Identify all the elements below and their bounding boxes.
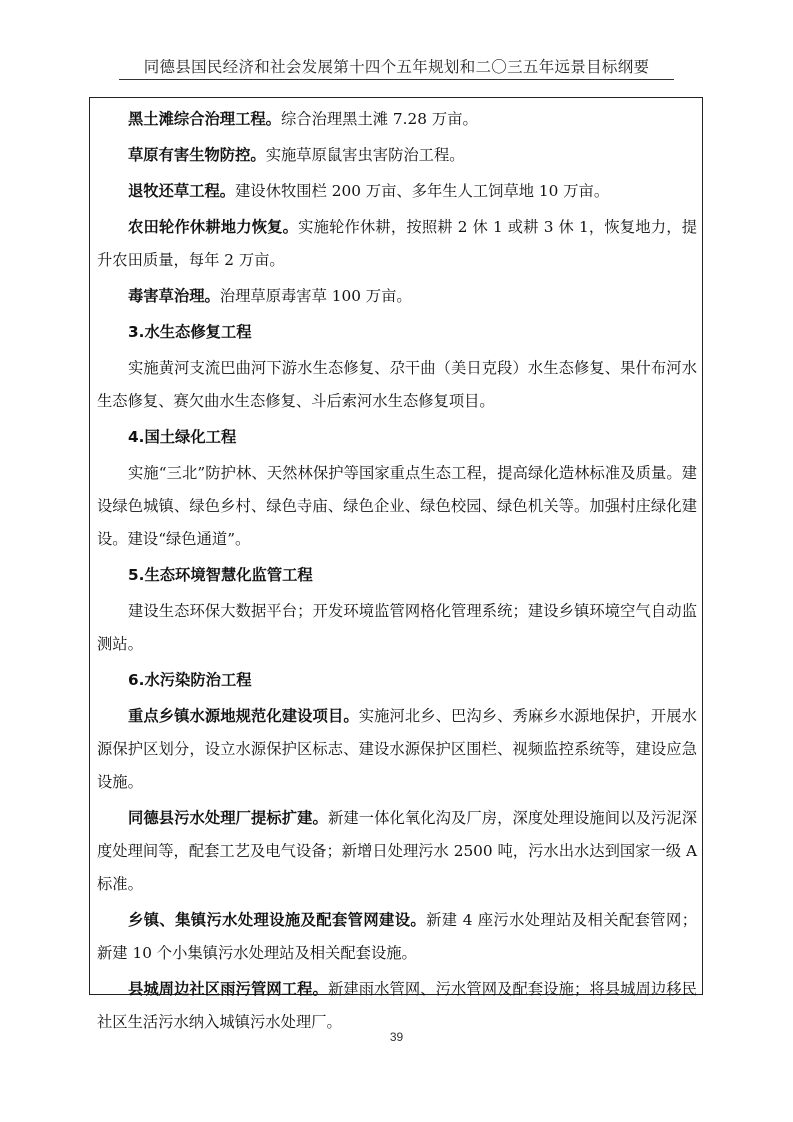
paragraph-text: 实施轮作休耕，按照耕 2 休 1 或耕 3 休 1，恢复地力，提升农田质量，每年 2 万亩。 (97, 218, 697, 269)
paragraph-township-sewage (97, 904, 697, 970)
content-body (97, 103, 697, 1039)
section-heading-smart-monitoring: 5.生态环境智慧化监管工程 (128, 566, 313, 584)
paragraph-smart-monitoring (97, 595, 697, 661)
paragraph-text: 实施草原鼠害虫害防治工程。 (265, 146, 465, 164)
section-heading-greening: 4.国土绿化工程 (128, 428, 237, 446)
paragraph-sewage-plant (97, 802, 697, 901)
header-rule (119, 79, 674, 80)
paragraph-lead: 同德县污水处理厂提标扩建。 (128, 809, 328, 827)
paragraph-text: 新建一体化氧化沟及厂房，深度处理设施间以及污泥深度处理间等，配套工艺及电气设备；新增日处理污水 2500 吨，污水出水达到国家一级 A 标准。 (97, 809, 697, 893)
paragraph-text: 建设生态环保大数据平台；开发环境监管网格化管理系统；建设乡镇环境空气自动监测站。 (97, 602, 697, 653)
paragraph-greening (97, 457, 697, 556)
section-heading-water-ecology: 3.水生态修复工程 (128, 323, 252, 341)
running-header: 同德县国民经济和社会发展第十四个五年规划和二〇三五年远景目标纲要 (143, 58, 650, 76)
paragraph-lead: 县城周边社区雨污管网工程。 (128, 980, 328, 998)
paragraph-poison-grass (97, 280, 697, 313)
section-heading-water-pollution: 6.水污染防治工程 (128, 671, 252, 689)
paragraph-crop-rotation (97, 211, 697, 277)
paragraph-water-source (97, 700, 697, 799)
page-number: 39 (389, 1030, 404, 1044)
paragraph-text: 实施黄河支流巴曲河下游水生态修复、尕干曲（美日克段）水生态修复、果什布河水生态修复、赛欠曲水生态修复、斗后索河水生态修复项目。 (97, 359, 697, 410)
paragraph-pest-control (97, 139, 697, 172)
paragraph-text: 综合治理黑土滩 7.28 万亩。 (280, 110, 478, 128)
paragraph-lead: 草原有害生物防控。 (128, 146, 266, 164)
paragraph-grazing-retirement (97, 175, 697, 208)
paragraph-text: 实施河北乡、巴沟乡、秀麻乡水源地保护，开展水源保护区划分，设立水源保护区标志、建设水源保护区围栏、视频监控系统等，建设应急设施。 (97, 707, 697, 791)
paragraph-text: 实施“三北”防护林、天然林保护等国家重点生态工程，提高绿化造林标准及质量。建设绿色城镇、绿色乡村、绿色寺庙、绿色企业、绿色校园、绿色机关等。加强村庄绿化建设。建设“绿色通道”。 (97, 464, 697, 548)
paragraph-lead: 黑土滩综合治理工程。 (128, 110, 281, 128)
paragraph-text: 新建雨水管网、污水管网及配套设施；将县城周边移民社区生活污水纳入城镇污水处理厂。 (97, 980, 697, 1031)
paragraph-lead: 退牧还草工程。 (128, 182, 236, 200)
paragraph-lead: 重点乡镇水源地规范化建设项目。 (128, 707, 359, 725)
paragraph-water-ecology (97, 352, 697, 418)
paragraph-text: 建设休牧围栏 200 万亩、多年生人工饲草地 10 万亩。 (235, 182, 610, 200)
paragraph-lead: 农田轮作休耕地力恢复。 (128, 218, 299, 236)
paragraph-text: 新建 4 座污水处理站及相关配套管网；新建 10 个小集镇污水处理站及相关配套设施。 (97, 911, 697, 962)
paragraph-lead: 乡镇、集镇污水处理设施及配套管网建设。 (128, 911, 427, 929)
paragraph-black-soil (97, 103, 697, 136)
paragraph-lead: 毒害草治理。 (128, 287, 220, 305)
paragraph-text: 治理草原毒害草 100 万亩。 (219, 287, 412, 305)
